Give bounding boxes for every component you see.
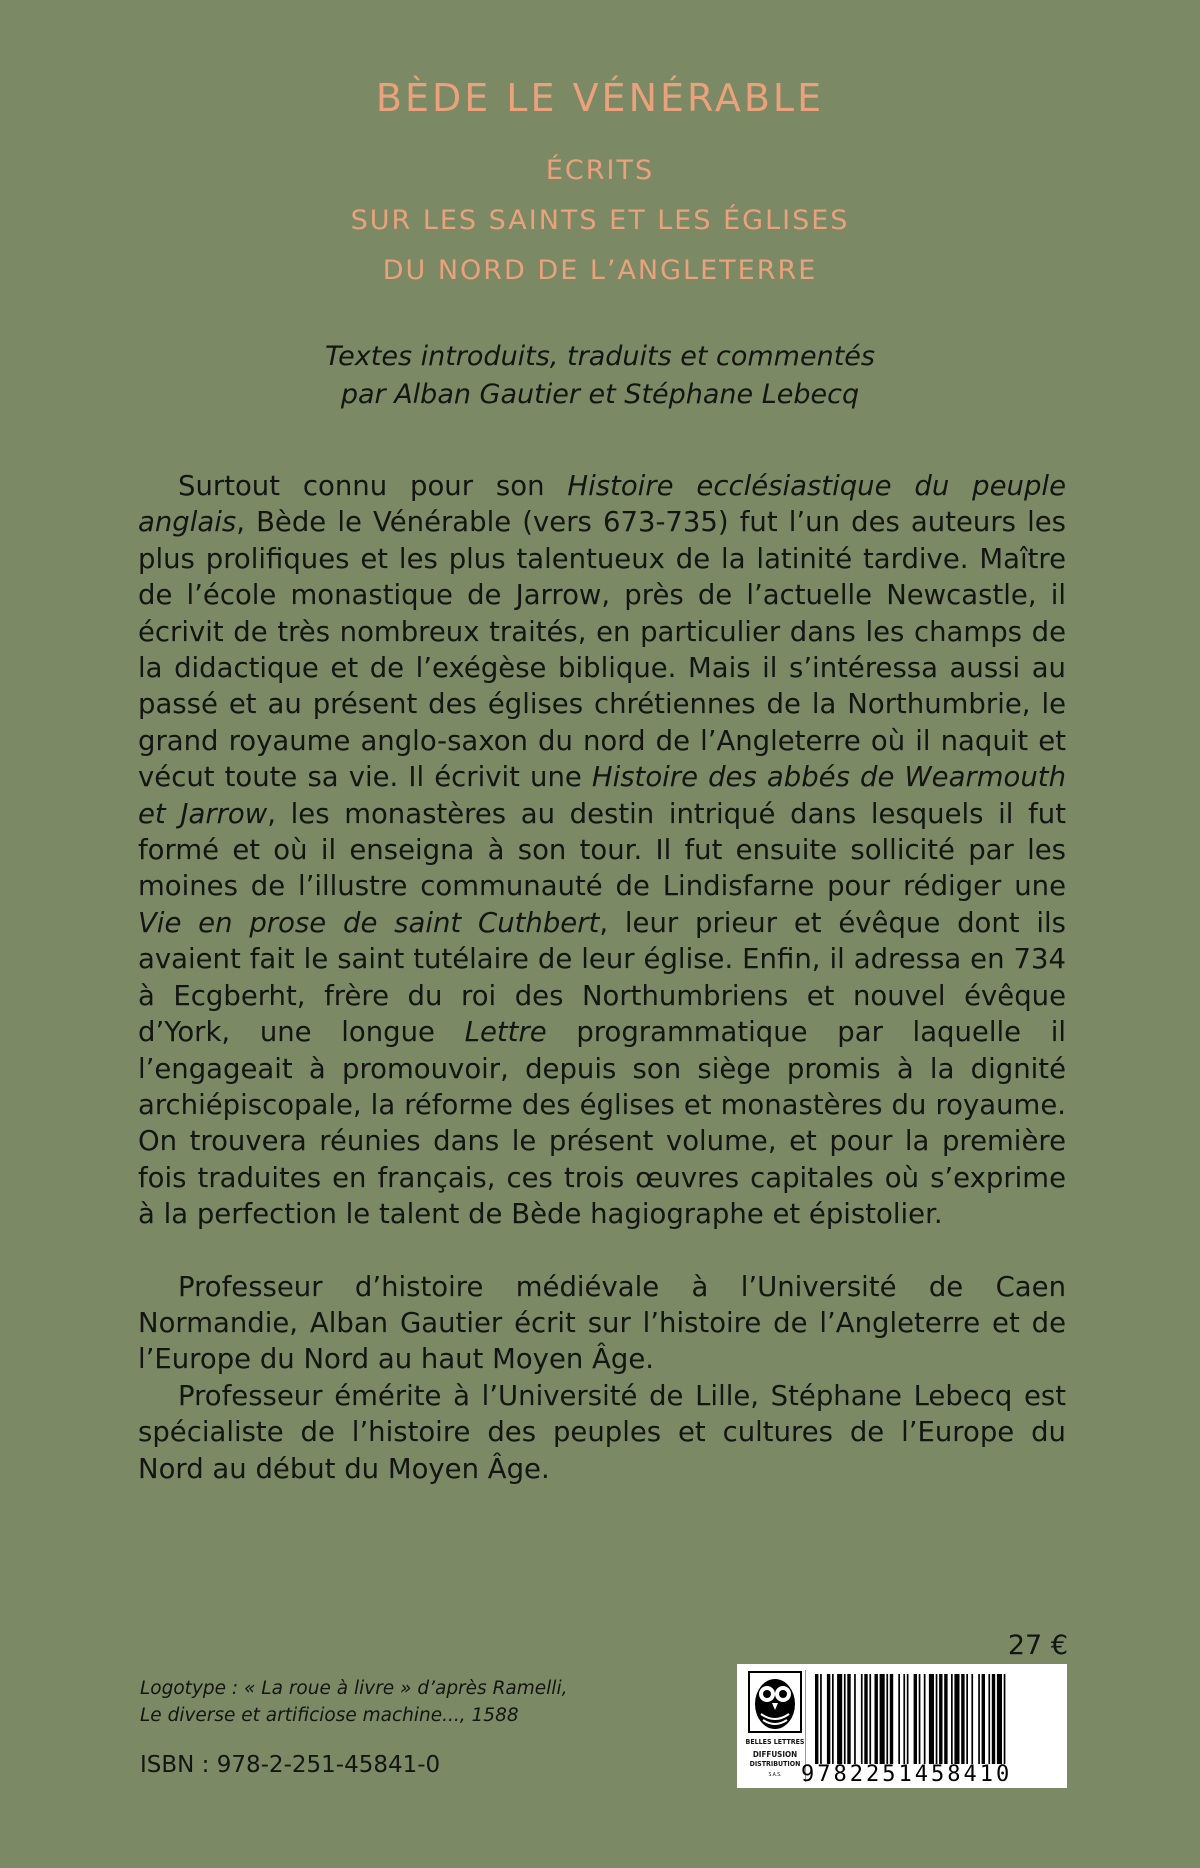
owl-icon (745, 1670, 805, 1736)
publisher-distribution: DISTRIBUTION (749, 1760, 801, 1768)
subtitle-line-2: par Alban Gautier et Stéphane Lebecq (340, 379, 860, 410)
title-line: DU NORD DE L’ANGLETERRE (382, 255, 818, 286)
publisher-diffusion: DIFFUSION (752, 1750, 798, 1759)
book-title (0, 146, 1200, 296)
barcode-digits: 9782251458410 (801, 1762, 1013, 1787)
logotype-line-1: Logotype : « La roue à livre » d’après Ramelli, (140, 1678, 568, 1699)
title-line: SUR LES SAINTS ET LES ÉGLISES (350, 205, 850, 236)
subtitle-line-1: Textes introduits, traduits et commentés (325, 341, 875, 372)
logotype-credit (140, 1675, 567, 1729)
barcode (815, 1674, 1059, 1764)
author-bio-gautier: Professeur d’histoire médiévale à l’Université de Caen Normandie, Alban Gautier écrit sur l’histoire de l’Angleterre et de l’Europe du Nord au haut Moyen Âge. (138, 1270, 1066, 1376)
publisher-sas: S.A.S. (768, 1772, 782, 1778)
isbn: ISBN : 978-2-251-45841-0 (140, 1752, 441, 1778)
logotype-line-2: Le diverse et artificiose machine..., 1588 (140, 1705, 519, 1726)
publisher-logo (745, 1670, 806, 1782)
price: 27 € (1007, 1630, 1068, 1661)
back-cover-text (138, 468, 1066, 1487)
author-name: BÈDE LE VÉNÉRABLE (375, 76, 825, 120)
barcode-label (737, 1664, 1067, 1788)
title-line: ÉCRITS (545, 155, 655, 186)
author-bio-lebecq: Professeur émérite à l’Université de Lille, Stéphane Lebecq est spécialiste de l’histoire des peuples et cultures de l’Europe du Nord au début du Moyen Âge. (138, 1379, 1066, 1485)
summary-paragraph: Surtout connu pour son Histoire ecclésiastique du peuple anglais, Bède le Vénérable (vers 673-735) fut l’un des auteurs les plus prolifiques et les plus talentueux de la latinité tardive. Maître de l’école monastique de Jarrow, près de l’actuelle Newcastle, il écrivit de très nombreux traités, en particulier dans les champs de la didactique et de l’exégèse biblique. Mais il s’intéressa aussi au passé et au présent des églises chrétiennes de la Northumbrie, le grand royaume anglo-saxon du nord de l’Angleterre où il naquit et vécut toute sa vie. Il écrivit une Histoire des abbés de Wearmouth et Jarrow, les monastères au destin intriqué dans lesquels il fut formé et où il enseigna à son tour. Il fut ensuite sollicité par les moines de l’illustre communauté de Lindisfarne pour rédiger une Vie en prose de saint Cuthbert, leur prieur et évêque dont ils avaient fait le saint tutélaire de leur église. Enfin, il adressa en 734 à Ecgberht, frère du roi des Northumbriens et nouvel évêque d’York, une longue Lettre programmatique par laquelle il l’engageait à promouvoir, depuis son siège promis à la dignité archiépiscopale, la réforme des églises et monastères du royaume. On trouvera réunies dans le présent volume, et pour la première fois traduites en français, ces trois œuvres capitales où s’exprime à la perfection le talent de Bède hagiographe et épistolier. (138, 470, 1067, 1231)
publisher-name: BELLES LETTRES (745, 1738, 805, 1746)
subtitle (0, 338, 1200, 414)
